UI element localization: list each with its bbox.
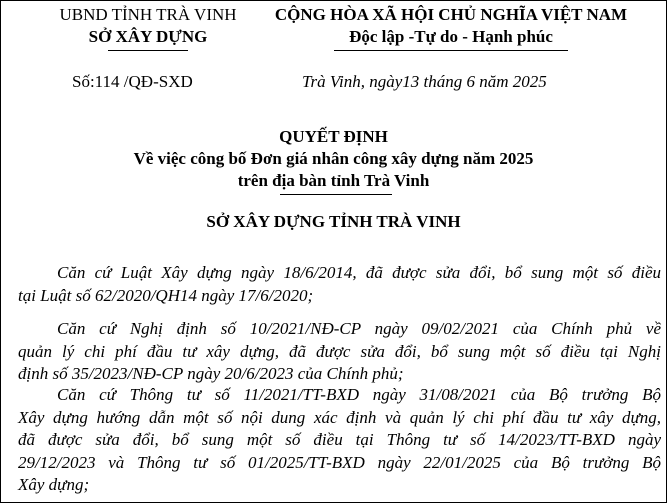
national-motto: Độc lập -Tự do - Hạnh phúc xyxy=(349,27,553,46)
basis-line: Căn cứ Luật Xây dựng ngày 18/6/2014, đã được sửa đổi, bổ sung một số điều xyxy=(57,263,661,282)
basis-line: quản lý chi phí đầu tư xây dựng, đã được sửa đổi, bổ sung một số điều tại Nghị xyxy=(18,341,661,361)
document-subject-line1: Về việc công bố Đơn giá nhân công xây dựng năm 2025 xyxy=(133,149,534,168)
agency-name: SỞ XÂY DỰNG xyxy=(88,27,208,46)
document-type: QUYẾT ĐỊNH xyxy=(279,127,388,146)
document-number: Số:114 /QĐ-SXD xyxy=(72,72,193,91)
basis-paragraph xyxy=(0,384,667,497)
subject-underline xyxy=(280,194,392,195)
motto-underline xyxy=(334,50,568,51)
basis-line: tại Luật số 62/2020/QH14 ngày 17/6/2020; xyxy=(18,285,314,305)
basis-paragraph xyxy=(0,318,667,386)
basis-line: Căn cứ Nghị định số 10/2021/NĐ-CP ngày 09/02/2021 của Chính phủ về xyxy=(57,319,661,338)
agency-parent: UBND TỈNH TRÀ VINH xyxy=(59,5,237,24)
basis-line: đã được sửa đổi, bổ sung một số điều tại Thông tư số 14/2023/TT-BXD ngày xyxy=(18,430,661,449)
issuing-authority: SỞ XÂY DỰNG TỈNH TRÀ VINH xyxy=(206,212,461,231)
basis-line: 29/12/2023 và Thông tư số 01/2025/TT-BXD ngày 22/01/2025 của Bộ trưởng Bộ xyxy=(18,452,661,472)
agency-underline xyxy=(108,50,188,51)
national-title: CỘNG HÒA XÃ HỘI CHỦ NGHĨA VIỆT NAM xyxy=(274,5,628,24)
basis-line: Xây dựng; xyxy=(18,475,90,494)
document-subject-line2: trên địa bàn tỉnh Trà Vinh xyxy=(237,171,430,190)
document-date: Trà Vinh, ngày13 tháng 6 năm 2025 xyxy=(302,72,547,91)
basis-line: Căn cứ Thông tư số 11/2021/TT-BXD ngày 31/08/2021 của Bộ trưởng Bộ xyxy=(57,385,661,404)
basis-line: Xây dựng hướng dẫn một số nội dung xác định và quản lý chi phí đầu tư xây dựng, xyxy=(18,407,661,427)
basis-line: định số 35/2023/NĐ-CP ngày 20/6/2023 của Chính phủ; xyxy=(18,364,404,383)
basis-paragraph xyxy=(0,262,667,307)
